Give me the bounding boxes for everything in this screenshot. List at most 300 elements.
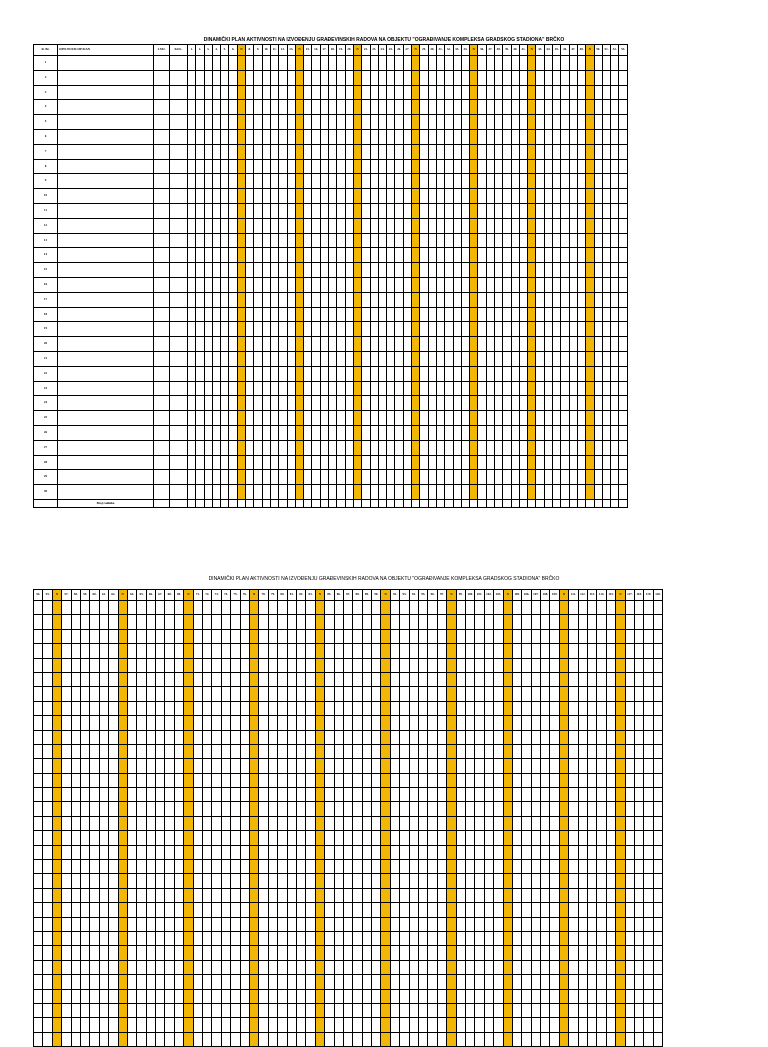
day-cell[interactable]: [343, 672, 352, 686]
day-cell[interactable]: [428, 989, 437, 1003]
day-cell[interactable]: [531, 716, 540, 730]
day-cell[interactable]: [325, 629, 334, 643]
day-cell[interactable]: [478, 263, 486, 278]
day-cell[interactable]: [577, 129, 585, 144]
day-cell[interactable]: [437, 716, 446, 730]
day-cell[interactable]: [204, 85, 212, 100]
day-cell[interactable]: [465, 874, 474, 888]
day-cell[interactable]: [475, 601, 484, 615]
day-cell[interactable]: [484, 946, 493, 960]
day-cell[interactable]: [334, 788, 343, 802]
day-cell[interactable]: [478, 56, 486, 71]
day-cell[interactable]: [616, 744, 625, 758]
day-cell[interactable]: [146, 759, 155, 773]
day-cell[interactable]: [203, 701, 212, 715]
day-cell[interactable]: [246, 396, 254, 411]
day-cell[interactable]: [503, 129, 511, 144]
day-cell[interactable]: [362, 470, 370, 485]
day-cell[interactable]: [99, 744, 108, 758]
day-cell[interactable]: [240, 644, 249, 658]
day-cell[interactable]: [616, 629, 625, 643]
day-cell[interactable]: [409, 888, 418, 902]
day-cell[interactable]: [362, 1018, 371, 1032]
day-cell[interactable]: [602, 440, 610, 455]
day-cell[interactable]: [262, 159, 270, 174]
day-cell[interactable]: [635, 615, 644, 629]
day-cell[interactable]: [99, 658, 108, 672]
day-cell[interactable]: [387, 70, 395, 85]
day-cell[interactable]: [436, 115, 444, 130]
day-cell[interactable]: [109, 658, 118, 672]
day-cell[interactable]: [334, 903, 343, 917]
day-cell[interactable]: [653, 874, 662, 888]
day-cell[interactable]: [229, 174, 237, 189]
day-cell[interactable]: [287, 307, 295, 322]
day-cell[interactable]: [578, 975, 587, 989]
day-cell[interactable]: [470, 115, 478, 130]
day-cell[interactable]: [372, 975, 381, 989]
day-cell[interactable]: [569, 351, 577, 366]
day-cell[interactable]: [221, 440, 229, 455]
day-cell[interactable]: [625, 946, 634, 960]
day-cell[interactable]: [569, 788, 578, 802]
day-cell[interactable]: [184, 716, 193, 730]
day-cell[interactable]: [381, 601, 390, 615]
workers-cell[interactable]: [412, 499, 420, 507]
day-cell[interactable]: [270, 485, 278, 500]
day-cell[interactable]: [353, 129, 361, 144]
day-cell[interactable]: [320, 248, 328, 263]
day-cell[interactable]: [212, 218, 220, 233]
day-cell[interactable]: [353, 874, 362, 888]
day-cell[interactable]: [419, 658, 428, 672]
day-cell[interactable]: [541, 730, 550, 744]
day-cell[interactable]: [470, 307, 478, 322]
day-cell[interactable]: [279, 366, 287, 381]
day-cell[interactable]: [456, 975, 465, 989]
day-cell[interactable]: [249, 687, 258, 701]
day-cell[interactable]: [597, 658, 606, 672]
day-cell[interactable]: [52, 1018, 61, 1032]
day-cell[interactable]: [362, 960, 371, 974]
day-cell[interactable]: [259, 744, 268, 758]
day-cell[interactable]: [494, 189, 502, 204]
day-cell[interactable]: [494, 70, 502, 85]
day-cell[interactable]: [478, 307, 486, 322]
day-cell[interactable]: [146, 601, 155, 615]
day-cell[interactable]: [337, 263, 345, 278]
day-cell[interactable]: [420, 485, 428, 500]
day-cell[interactable]: [287, 396, 295, 411]
day-cell[interactable]: [409, 672, 418, 686]
day-cell[interactable]: [619, 233, 627, 248]
day-cell[interactable]: [337, 70, 345, 85]
day-cell[interactable]: [165, 788, 174, 802]
day-cell[interactable]: [184, 788, 193, 802]
day-cell[interactable]: [512, 816, 521, 830]
day-cell[interactable]: [531, 888, 540, 902]
unit-cell[interactable]: [154, 381, 170, 396]
day-cell[interactable]: [644, 1018, 653, 1032]
day-cell[interactable]: [541, 601, 550, 615]
day-cell[interactable]: [370, 56, 378, 71]
day-cell[interactable]: [403, 322, 411, 337]
day-cell[interactable]: [237, 277, 245, 292]
day-cell[interactable]: [118, 888, 127, 902]
day-cell[interactable]: [619, 115, 627, 130]
day-cell[interactable]: [541, 860, 550, 874]
day-cell[interactable]: [249, 672, 258, 686]
day-cell[interactable]: [62, 658, 71, 672]
day-cell[interactable]: [522, 960, 531, 974]
day-cell[interactable]: [249, 816, 258, 830]
day-cell[interactable]: [528, 322, 536, 337]
day-cell[interactable]: [71, 931, 80, 945]
day-cell[interactable]: [34, 1032, 43, 1046]
day-cell[interactable]: [536, 351, 544, 366]
day-cell[interactable]: [395, 174, 403, 189]
day-cell[interactable]: [381, 802, 390, 816]
day-cell[interactable]: [494, 960, 503, 974]
day-cell[interactable]: [353, 1018, 362, 1032]
day-cell[interactable]: [470, 425, 478, 440]
day-cell[interactable]: [193, 644, 202, 658]
day-cell[interactable]: [470, 233, 478, 248]
day-cell[interactable]: [387, 248, 395, 263]
day-cell[interactable]: [409, 860, 418, 874]
day-cell[interactable]: [644, 672, 653, 686]
day-cell[interactable]: [478, 337, 486, 352]
day-cell[interactable]: [484, 874, 493, 888]
day-cell[interactable]: [306, 931, 315, 945]
day-cell[interactable]: [362, 248, 370, 263]
day-cell[interactable]: [578, 601, 587, 615]
day-cell[interactable]: [544, 248, 552, 263]
day-cell[interactable]: [343, 658, 352, 672]
day-cell[interactable]: [34, 658, 43, 672]
day-cell[interactable]: [262, 100, 270, 115]
workers-cell[interactable]: [221, 499, 229, 507]
day-cell[interactable]: [465, 687, 474, 701]
day-cell[interactable]: [390, 629, 399, 643]
day-cell[interactable]: [625, 960, 634, 974]
day-cell[interactable]: [287, 888, 296, 902]
day-cell[interactable]: [561, 100, 569, 115]
description-cell[interactable]: [58, 381, 154, 396]
day-cell[interactable]: [203, 615, 212, 629]
day-cell[interactable]: [212, 203, 220, 218]
day-cell[interactable]: [387, 485, 395, 500]
day-cell[interactable]: [503, 845, 512, 859]
day-cell[interactable]: [312, 174, 320, 189]
day-cell[interactable]: [127, 860, 136, 874]
day-cell[interactable]: [52, 831, 61, 845]
day-cell[interactable]: [486, 485, 494, 500]
day-cell[interactable]: [390, 615, 399, 629]
day-cell[interactable]: [62, 874, 71, 888]
day-cell[interactable]: [390, 687, 399, 701]
day-cell[interactable]: [62, 744, 71, 758]
day-cell[interactable]: [268, 730, 277, 744]
day-cell[interactable]: [221, 1003, 230, 1017]
day-cell[interactable]: [203, 744, 212, 758]
day-cell[interactable]: [329, 485, 337, 500]
day-cell[interactable]: [312, 100, 320, 115]
day-cell[interactable]: [635, 931, 644, 945]
day-cell[interactable]: [43, 658, 52, 672]
day-cell[interactable]: [262, 233, 270, 248]
day-cell[interactable]: [99, 759, 108, 773]
day-cell[interactable]: [229, 263, 237, 278]
day-cell[interactable]: [320, 366, 328, 381]
day-cell[interactable]: [594, 144, 602, 159]
day-cell[interactable]: [99, 672, 108, 686]
day-cell[interactable]: [229, 366, 237, 381]
day-cell[interactable]: [381, 701, 390, 715]
day-cell[interactable]: [420, 455, 428, 470]
day-cell[interactable]: [353, 322, 361, 337]
day-cell[interactable]: [287, 960, 296, 974]
workers-cell[interactable]: [619, 499, 627, 507]
day-cell[interactable]: [353, 716, 362, 730]
description-cell[interactable]: [58, 292, 154, 307]
day-cell[interactable]: [329, 411, 337, 426]
day-cell[interactable]: [390, 701, 399, 715]
day-cell[interactable]: [231, 658, 240, 672]
day-cell[interactable]: [270, 218, 278, 233]
day-cell[interactable]: [353, 759, 362, 773]
day-cell[interactable]: [403, 70, 411, 85]
day-cell[interactable]: [90, 644, 99, 658]
day-cell[interactable]: [544, 307, 552, 322]
day-cell[interactable]: [559, 601, 568, 615]
day-cell[interactable]: [221, 960, 230, 974]
day-cell[interactable]: [156, 687, 165, 701]
day-cell[interactable]: [212, 960, 221, 974]
day-cell[interactable]: [221, 759, 230, 773]
day-cell[interactable]: [237, 292, 245, 307]
day-cell[interactable]: [503, 917, 512, 931]
day-cell[interactable]: [221, 687, 230, 701]
day-cell[interactable]: [531, 788, 540, 802]
day-cell[interactable]: [644, 716, 653, 730]
quantity-cell[interactable]: [170, 411, 188, 426]
day-cell[interactable]: [262, 425, 270, 440]
day-cell[interactable]: [372, 687, 381, 701]
day-cell[interactable]: [611, 100, 619, 115]
unit-cell[interactable]: [154, 307, 170, 322]
day-cell[interactable]: [295, 159, 303, 174]
day-cell[interactable]: [409, 903, 418, 917]
day-cell[interactable]: [343, 1003, 352, 1017]
day-cell[interactable]: [447, 989, 456, 1003]
day-cell[interactable]: [403, 366, 411, 381]
day-cell[interactable]: [519, 381, 527, 396]
day-cell[interactable]: [461, 218, 469, 233]
day-cell[interactable]: [616, 989, 625, 1003]
day-cell[interactable]: [412, 233, 420, 248]
day-cell[interactable]: [90, 1018, 99, 1032]
day-cell[interactable]: [541, 1032, 550, 1046]
day-cell[interactable]: [334, 701, 343, 715]
day-cell[interactable]: [387, 263, 395, 278]
day-cell[interactable]: [212, 1018, 221, 1032]
day-cell[interactable]: [353, 411, 361, 426]
day-cell[interactable]: [165, 629, 174, 643]
day-cell[interactable]: [597, 672, 606, 686]
day-cell[interactable]: [254, 129, 262, 144]
day-cell[interactable]: [353, 629, 362, 643]
day-cell[interactable]: [80, 644, 89, 658]
day-cell[interactable]: [296, 802, 305, 816]
day-cell[interactable]: [381, 903, 390, 917]
day-cell[interactable]: [395, 56, 403, 71]
day-cell[interactable]: [586, 440, 594, 455]
day-cell[interactable]: [531, 845, 540, 859]
day-cell[interactable]: [325, 601, 334, 615]
day-cell[interactable]: [420, 322, 428, 337]
day-cell[interactable]: [453, 115, 461, 130]
day-cell[interactable]: [578, 888, 587, 902]
day-cell[interactable]: [381, 759, 390, 773]
day-cell[interactable]: [465, 1003, 474, 1017]
day-cell[interactable]: [196, 470, 204, 485]
day-cell[interactable]: [237, 337, 245, 352]
day-cell[interactable]: [296, 744, 305, 758]
day-cell[interactable]: [270, 277, 278, 292]
day-cell[interactable]: [511, 218, 519, 233]
day-cell[interactable]: [343, 644, 352, 658]
day-cell[interactable]: [270, 411, 278, 426]
day-cell[interactable]: [362, 687, 371, 701]
day-cell[interactable]: [544, 159, 552, 174]
quantity-cell[interactable]: [170, 248, 188, 263]
day-cell[interactable]: [528, 100, 536, 115]
day-cell[interactable]: [270, 470, 278, 485]
day-cell[interactable]: [343, 773, 352, 787]
day-cell[interactable]: [109, 917, 118, 931]
day-cell[interactable]: [231, 788, 240, 802]
day-cell[interactable]: [212, 129, 220, 144]
day-cell[interactable]: [536, 159, 544, 174]
day-cell[interactable]: [343, 701, 352, 715]
day-cell[interactable]: [90, 931, 99, 945]
day-cell[interactable]: [262, 203, 270, 218]
workers-cell[interactable]: [478, 499, 486, 507]
day-cell[interactable]: [174, 917, 183, 931]
day-cell[interactable]: [71, 1003, 80, 1017]
day-cell[interactable]: [325, 831, 334, 845]
day-cell[interactable]: [594, 70, 602, 85]
day-cell[interactable]: [203, 931, 212, 945]
day-cell[interactable]: [412, 366, 420, 381]
day-cell[interactable]: [249, 960, 258, 974]
day-cell[interactable]: [270, 144, 278, 159]
day-cell[interactable]: [461, 189, 469, 204]
day-cell[interactable]: [287, 860, 296, 874]
day-cell[interactable]: [52, 860, 61, 874]
day-cell[interactable]: [109, 802, 118, 816]
day-cell[interactable]: [461, 277, 469, 292]
day-cell[interactable]: [268, 960, 277, 974]
day-cell[interactable]: [184, 960, 193, 974]
day-cell[interactable]: [278, 672, 287, 686]
day-cell[interactable]: [619, 248, 627, 263]
day-cell[interactable]: [419, 960, 428, 974]
day-cell[interactable]: [461, 100, 469, 115]
day-cell[interactable]: [254, 396, 262, 411]
day-cell[interactable]: [80, 658, 89, 672]
day-cell[interactable]: [578, 860, 587, 874]
day-cell[interactable]: [246, 440, 254, 455]
day-cell[interactable]: [372, 845, 381, 859]
workers-cell[interactable]: [254, 499, 262, 507]
day-cell[interactable]: [550, 802, 559, 816]
day-cell[interactable]: [329, 56, 337, 71]
day-cell[interactable]: [486, 100, 494, 115]
day-cell[interactable]: [503, 773, 512, 787]
day-cell[interactable]: [353, 888, 362, 902]
day-cell[interactable]: [456, 802, 465, 816]
day-cell[interactable]: [99, 1018, 108, 1032]
day-cell[interactable]: [320, 351, 328, 366]
day-cell[interactable]: [320, 277, 328, 292]
day-cell[interactable]: [109, 1032, 118, 1046]
day-cell[interactable]: [62, 831, 71, 845]
day-cell[interactable]: [204, 366, 212, 381]
day-cell[interactable]: [419, 874, 428, 888]
day-cell[interactable]: [594, 159, 602, 174]
day-cell[interactable]: [212, 485, 220, 500]
day-cell[interactable]: [212, 644, 221, 658]
day-cell[interactable]: [445, 485, 453, 500]
day-cell[interactable]: [146, 802, 155, 816]
day-cell[interactable]: [221, 425, 229, 440]
day-cell[interactable]: [461, 396, 469, 411]
day-cell[interactable]: [511, 307, 519, 322]
day-cell[interactable]: [486, 70, 494, 85]
day-cell[interactable]: [174, 759, 183, 773]
day-cell[interactable]: [419, 730, 428, 744]
day-cell[interactable]: [577, 70, 585, 85]
day-cell[interactable]: [71, 946, 80, 960]
day-cell[interactable]: [503, 629, 512, 643]
day-cell[interactable]: [528, 470, 536, 485]
quantity-cell[interactable]: [170, 470, 188, 485]
day-cell[interactable]: [390, 946, 399, 960]
day-cell[interactable]: [553, 440, 561, 455]
day-cell[interactable]: [52, 903, 61, 917]
day-cell[interactable]: [531, 601, 540, 615]
day-cell[interactable]: [447, 687, 456, 701]
day-cell[interactable]: [428, 1003, 437, 1017]
day-cell[interactable]: [611, 144, 619, 159]
day-cell[interactable]: [156, 658, 165, 672]
day-cell[interactable]: [494, 56, 502, 71]
day-cell[interactable]: [588, 931, 597, 945]
day-cell[interactable]: [343, 629, 352, 643]
day-cell[interactable]: [278, 1018, 287, 1032]
day-cell[interactable]: [127, 989, 136, 1003]
day-cell[interactable]: [511, 455, 519, 470]
day-cell[interactable]: [644, 802, 653, 816]
day-cell[interactable]: [353, 658, 362, 672]
day-cell[interactable]: [221, 1018, 230, 1032]
day-cell[interactable]: [419, 989, 428, 1003]
day-cell[interactable]: [193, 989, 202, 1003]
day-cell[interactable]: [619, 56, 627, 71]
day-cell[interactable]: [503, 100, 511, 115]
